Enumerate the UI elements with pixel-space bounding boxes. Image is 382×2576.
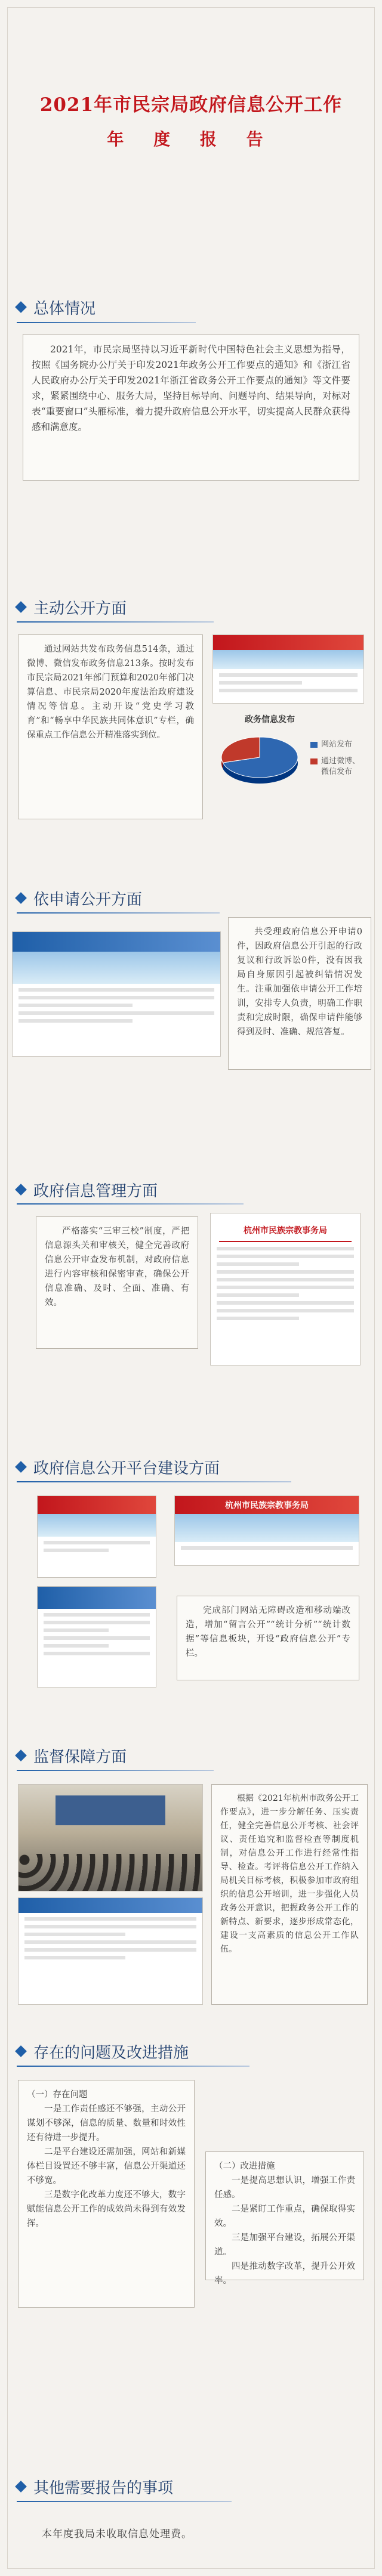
document-line — [217, 1301, 354, 1305]
website-row — [44, 1644, 109, 1648]
legend-swatch — [310, 742, 318, 748]
website-row — [44, 1652, 150, 1655]
application-screenshot — [12, 931, 221, 1057]
section-title: 其他需要报告的事项 — [33, 2479, 174, 2497]
problem-item: 三是数字化改革力度还不够大，数字赋能信息公开工作的成效尚未得到有效发挥。 — [27, 2190, 186, 2228]
document-line — [217, 1262, 299, 1266]
section-title: 政府信息管理方面 — [33, 1182, 158, 1200]
legend-item-website — [310, 739, 364, 750]
website-row — [24, 1956, 125, 1959]
measure-item: 一是提高思想认识，增强工作责任感。 — [214, 2176, 355, 2200]
website-row — [219, 681, 302, 685]
website-banner — [213, 650, 363, 669]
diamond-bullet-icon — [15, 601, 27, 613]
problems-box — [18, 2080, 195, 2308]
document-line — [217, 1255, 354, 1258]
diamond-bullet-icon — [15, 1461, 27, 1473]
problems-heading: （一）存在问题 — [27, 2090, 88, 2100]
training-notice-screenshot — [18, 1897, 203, 2005]
platform-screenshot-2 — [174, 1496, 359, 1566]
website-header — [38, 1496, 156, 1514]
website-row — [44, 1636, 150, 1640]
diamond-bullet-icon — [15, 2481, 27, 2493]
website-row — [44, 1549, 109, 1552]
section-underline — [17, 322, 196, 323]
document-scan — [210, 1213, 361, 1366]
management-text: 严格落实“三审三校”制度，严把信息源头关和审核关，健全完善政府信息公开审查发布机制，对政府信息进行内容审核和保密审查，确保公开信息准确、及时、全面、准确、有效。 — [45, 1227, 189, 1308]
website-row — [181, 1546, 353, 1550]
website-row — [24, 1917, 196, 1921]
document-line — [217, 1286, 354, 1289]
website-banner — [175, 1514, 359, 1541]
measure-item: 二是紧盯工作重点，确保取得实效。 — [214, 2205, 355, 2228]
diamond-bullet-icon — [15, 2045, 27, 2057]
section-title: 监督保障方面 — [33, 1748, 127, 1766]
document-line — [217, 1278, 354, 1281]
website-header — [175, 1496, 359, 1514]
website-row — [44, 1628, 109, 1632]
measures-heading: （二）改进措施 — [214, 2162, 275, 2171]
problem-item: 二是平台建设还需加强，网站和新媒体栏目设置还不够丰富，信息公开渠道还不够宽。 — [27, 2147, 186, 2185]
section-title: 存在的问题及改进措施 — [33, 2044, 189, 2062]
measure-item: 四是推动数字改革，提升公开效率。 — [214, 2262, 355, 2286]
other-text: 本年度我局未收取信息处理费。 — [42, 2528, 192, 2540]
website-header — [38, 1587, 156, 1609]
application-box — [228, 917, 371, 1070]
website-header — [213, 635, 363, 650]
section-underline — [17, 1203, 244, 1205]
legend-swatch — [310, 758, 318, 764]
meeting-photo — [18, 1784, 203, 1891]
section-title: 政府信息公开平台建设方面 — [33, 1459, 220, 1478]
website-row — [19, 1019, 133, 1023]
section-heading-proactive — [17, 595, 127, 619]
diamond-bullet-icon — [15, 1184, 27, 1196]
diamond-bullet-icon — [15, 1750, 27, 1761]
management-box — [36, 1216, 198, 1349]
section-title: 总体情况 — [33, 299, 96, 318]
section-heading-platform — [17, 1455, 220, 1479]
website-row — [24, 1933, 125, 1936]
section-heading-application — [17, 886, 142, 910]
diamond-bullet-icon — [15, 892, 27, 904]
website-row — [19, 988, 214, 992]
section-underline — [17, 621, 214, 623]
section-heading-other — [17, 2475, 173, 2498]
website-row — [19, 1004, 133, 1007]
document-line — [217, 1293, 299, 1297]
document-line — [217, 1317, 299, 1320]
section-heading-management — [17, 1178, 158, 1202]
legend-label: 通过微博、微信发布 — [321, 757, 361, 776]
website-banner — [13, 952, 220, 984]
website-row — [219, 673, 358, 677]
supervision-box — [211, 1784, 368, 2005]
website-header — [13, 932, 220, 952]
proactive-text: 通过网站共发布政务信息514条，通过微博、微信发布政务信息213条。按时发布市民宗局2021年部门预算和2020年部门决算信息、市民宗局2020年度法治政府建设情况等信息。主动开设“党史学习教育”和“畅享中华民族共同体意识”专栏，确保重点工作信息公开精准落实到位。 — [27, 645, 194, 740]
website-row — [44, 1621, 150, 1624]
document-line — [217, 1309, 354, 1312]
website-row — [219, 689, 358, 692]
website-row — [19, 996, 214, 999]
platform-text: 完成部门网站无障碍改造和移动端改造，增加“留言公开”“统计分析”“统计数据”等信息板块，开设“政府信息公开”专栏。 — [186, 1606, 350, 1658]
website-row — [24, 1940, 196, 1944]
document-title: 杭州市民族宗教事务局 — [244, 1226, 327, 1236]
document-line — [217, 1270, 354, 1274]
legend-label: 网站发布 — [321, 740, 353, 749]
measures-box — [205, 2151, 364, 2286]
application-text: 共受理政府信息公开申请0件，因政府信息公开引起的行政复议和行政诉讼0件，没有因我局自身原因引起被纠错情况发生。注重加强依申请公开工作培训，安排专人负责，明确工作职责和完成时限，确保申请件能够得到及时、准确、规范答复。 — [237, 927, 362, 1037]
website-banner — [38, 1514, 156, 1537]
problem-item: 一是工作责任感还不够强，主动公开谋划不够深，信息的质量、数量和时效性还有待进一步提升。 — [27, 2104, 186, 2142]
website-row — [44, 1541, 150, 1544]
website-name: 杭州市民族宗教事务局 — [225, 1501, 309, 1511]
report-subtitle: 年 度 报 告 — [107, 129, 275, 149]
supervision-text: 根据《2021年杭州市政务公开工作要点》，进一步分解任务、压实责任，健全完善信息公开考核、社会评议、责任追究和监督检查等制度机制，对信息公开工作进行经常性指导、检查。考评将信息公开工作纳入局机关目标考核，积极参加市政府组织的信息公开培训，进一步强化人员政务公开意识，把握政务公开工作的新特点、新要求，逐步形成常态化，建设一支高素质的信息公开工作队伍。 — [220, 1794, 359, 1954]
section-title: 主动公开方面 — [33, 599, 127, 618]
report-title: 2021年市民宗局政府信息公开工作 — [39, 94, 343, 116]
section-heading-overview — [17, 295, 96, 319]
website-screenshot — [212, 634, 364, 704]
platform-box — [177, 1596, 359, 1680]
website-row — [24, 1925, 196, 1928]
platform-screenshot-3 — [37, 1586, 156, 1688]
website-row — [24, 1948, 196, 1952]
website-header — [19, 1898, 202, 1913]
section-underline — [17, 912, 220, 914]
overview-text: 2021年，市民宗局坚持以习近平新时代中国特色社会主义思想为指导，按照《国务院办公厅关于印发2021年政务公开工作要点的通知》和《浙江省人民政府办公厅关于印发2021年浙江省政务公开工作要点的通知》等文件要求，紧紧围绕中心、服务大局，坚持目标导向、问题导向、结果导向，对标对表“重要窗口”头雁标准，着力提升政府信息公开水平，切实提高人民群众获得感和满意度。 — [32, 344, 350, 432]
legend-item-social — [310, 756, 364, 778]
diamond-bullet-icon — [15, 301, 27, 313]
section-heading-supervision — [17, 1744, 127, 1767]
website-row — [44, 1613, 150, 1617]
document-red-rule — [219, 1241, 352, 1242]
chart-title: 政务信息发布 — [245, 715, 295, 724]
overview-box — [23, 334, 359, 481]
measure-item: 三是加强平台建设，拓展公开渠道。 — [214, 2233, 355, 2257]
section-heading-issues — [17, 2039, 189, 2063]
section-title: 依申请公开方面 — [33, 890, 143, 909]
document-line — [217, 1247, 354, 1250]
pie-chart — [215, 729, 304, 794]
website-row — [19, 1011, 214, 1015]
section-underline — [17, 1770, 214, 1771]
meeting-audience — [19, 1854, 202, 1891]
meeting-screen — [56, 1795, 166, 1825]
section-underline — [17, 2066, 249, 2067]
platform-screenshot-1 — [37, 1496, 156, 1578]
section-underline — [17, 2501, 232, 2502]
proactive-box — [18, 634, 203, 819]
section-underline — [17, 1481, 291, 1482]
